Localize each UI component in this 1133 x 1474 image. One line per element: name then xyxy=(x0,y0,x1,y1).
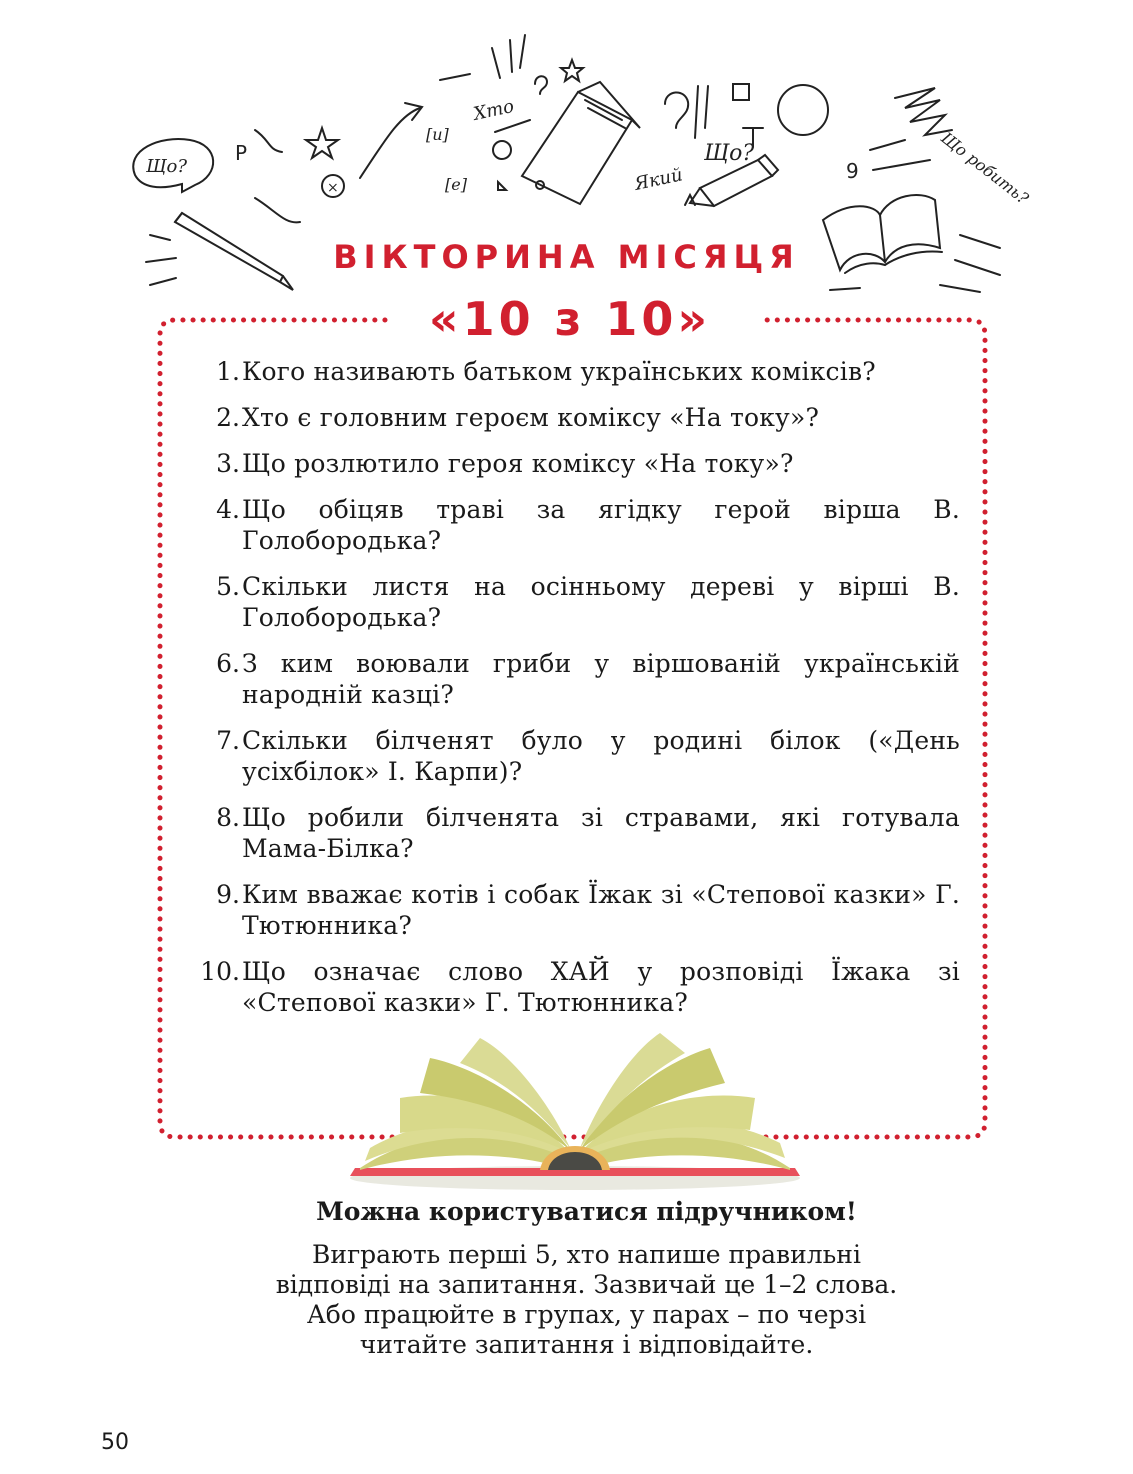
svg-text:Р: Р xyxy=(235,141,248,165)
question-text: Хто є головним героєм коміксу «На току»? xyxy=(242,403,820,432)
question-text: Що робили білченята зі стравами, які готувала Мама-Білка? xyxy=(242,803,960,863)
question-number: 1. xyxy=(216,357,240,386)
questions-list xyxy=(188,356,960,1033)
question-number: 8. xyxy=(216,803,240,832)
instruction-line: відповіді на запитання. Зазвичай це 1–2 слова. xyxy=(275,1270,898,1299)
svg-text:Що?: Що? xyxy=(146,156,188,177)
question-item xyxy=(188,648,960,710)
instructions xyxy=(0,1240,1133,1360)
svg-text:Що робить?: Що робить? xyxy=(937,128,1033,209)
svg-text:Який: Який xyxy=(632,164,685,195)
question-item xyxy=(188,725,960,787)
svg-text:[е]: [е] xyxy=(445,175,467,194)
question-number: 9. xyxy=(216,880,240,909)
question-item xyxy=(188,571,960,633)
question-text: Що розлютило героя коміксу «На току»? xyxy=(242,449,794,478)
svg-text:Що?: Що? xyxy=(704,141,755,166)
page-number: 50 xyxy=(101,1430,129,1455)
open-book-illustration xyxy=(340,1028,810,1193)
question-number: 10. xyxy=(200,957,240,986)
question-number: 3. xyxy=(216,449,240,478)
question-item xyxy=(188,956,960,1018)
question-item xyxy=(188,448,960,479)
question-number: 5. xyxy=(216,572,240,601)
question-item xyxy=(188,356,960,387)
question-number: 6. xyxy=(216,649,240,678)
textbook-note: Можна користуватися підручником! xyxy=(316,1197,857,1226)
svg-text:[и]: [и] xyxy=(426,125,449,144)
question-number: 7. xyxy=(216,726,240,755)
quiz-title: ВІКТОРИНА МІСЯЦЯ xyxy=(333,238,800,276)
svg-text:9: 9 xyxy=(846,159,859,183)
instruction-line: Виграють перші 5, хто напише правильні xyxy=(312,1240,861,1269)
question-item xyxy=(188,879,960,941)
question-text: Що означає слово ХАЙ у розповіді Їжака зі «Степової казки» Г. Тютюнника? xyxy=(242,957,960,1017)
question-text: Що обіцяв траві за ягідку герой вірша В. Голобородька? xyxy=(242,495,960,555)
question-number: 4. xyxy=(216,495,240,524)
question-text: З ким воювали гриби у віршованій українській народній казці? xyxy=(242,649,960,709)
question-text: Скільки білченят було у родині білок («День усіхбілок» І. Карпи)? xyxy=(242,726,960,786)
instruction-line: читайте запитання і відповідайте. xyxy=(359,1330,814,1359)
question-text: Скільки листя на осінньому дереві у вірші В. Голобородька? xyxy=(242,572,960,632)
question-text: Кого називають батьком українських коміксів? xyxy=(242,357,876,386)
question-item xyxy=(188,802,960,864)
svg-text:Хто: Хто xyxy=(471,95,516,125)
svg-text:×: × xyxy=(327,180,339,196)
quiz-subtitle: «10 з 10» xyxy=(390,292,750,346)
question-item xyxy=(188,402,960,433)
question-number: 2. xyxy=(216,403,240,432)
question-text: Ким вважає котів і собак Їжак зі «Степової казки» Г. Тютюнника? xyxy=(242,880,960,940)
instruction-line: Або працюйте в групах, у парах – по черзі xyxy=(306,1300,867,1329)
question-item xyxy=(188,494,960,556)
notebook-icon xyxy=(522,82,640,204)
